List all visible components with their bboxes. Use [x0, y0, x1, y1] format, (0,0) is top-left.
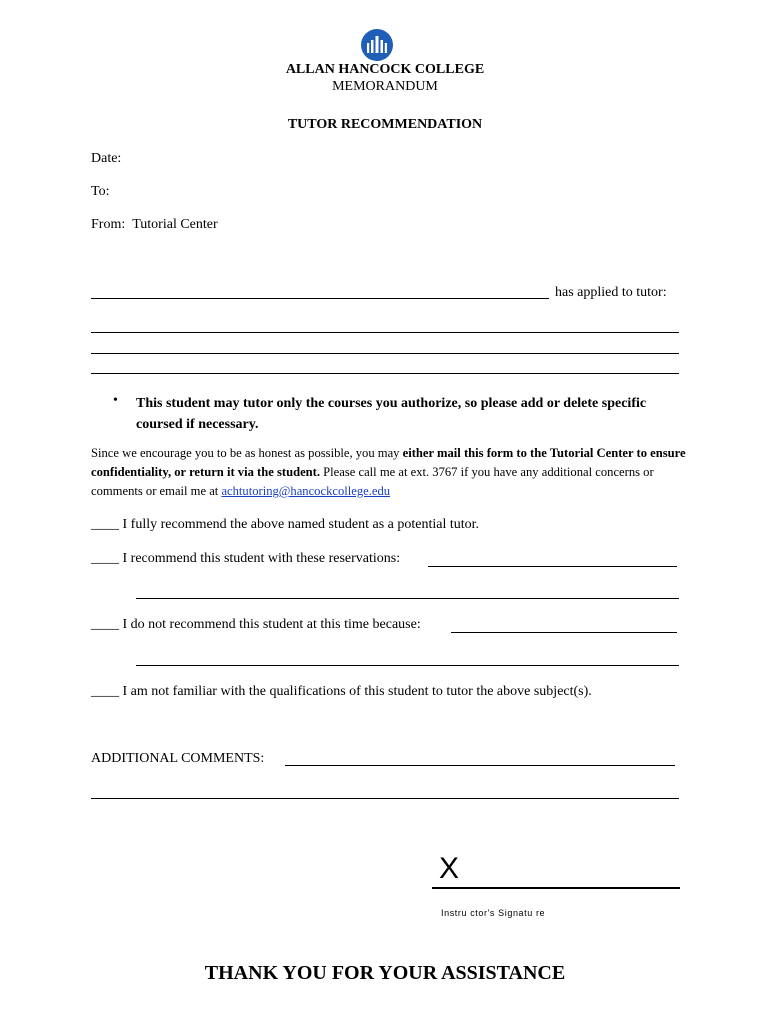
comments-label: ADDITIONAL COMMENTS: — [91, 751, 265, 766]
college-logo-icon — [361, 29, 393, 61]
paragraph-bold-part: either mail this form to the Tutorial Center to ensure confidentiality, or return it via the student. — [91, 446, 686, 479]
instructions-paragraph — [91, 444, 686, 501]
option-recommend-reservations[interactable] — [91, 551, 400, 567]
option-text: I do not recommend this student at this time because: — [122, 617, 421, 632]
option-blank: ____ — [91, 517, 119, 532]
college-name: ALLAN HANCOCK COLLEGE — [285, 62, 485, 77]
option-full-recommend[interactable] — [91, 517, 479, 533]
bullet-icon: • — [113, 393, 118, 408]
bullet-note: This student may tutor only the courses you authorize, so please add or delete specific coursed if necessary. — [136, 396, 647, 432]
option-not-familiar[interactable] — [91, 684, 592, 700]
option-text: I recommend this student with these reservations: — [122, 551, 401, 566]
from-line — [91, 217, 218, 233]
option-blank: ____ — [91, 617, 119, 632]
thank-you-footer: THANK YOU FOR YOUR ASSISTANCE — [204, 962, 566, 984]
paragraph-part-1: Since we encourage you to be as honest as possible, you may — [91, 446, 403, 460]
signature-line[interactable] — [432, 887, 680, 889]
option-blank: ____ — [91, 551, 119, 566]
course-line-2[interactable] — [91, 353, 679, 354]
from-value: Tutorial Center — [132, 217, 218, 232]
from-label: From: — [91, 217, 126, 232]
student-name-blank[interactable] — [91, 298, 549, 299]
document-subject: TUTOR RECOMMENDATION — [287, 117, 483, 132]
option-blank: ____ — [91, 684, 119, 699]
option-text: I fully recommend the above named student as a potential tutor. — [122, 517, 480, 532]
reason-blank-1[interactable] — [451, 632, 677, 633]
reservations-blank-1[interactable] — [428, 566, 677, 567]
course-line-3[interactable] — [91, 373, 679, 374]
applied-label: has applied to tutor: — [555, 285, 667, 300]
signature-label: Instru ctor's Signatu re — [441, 908, 546, 918]
option-text: I am not familiar with the qualifications of this student to tutor the above subject(s). — [122, 684, 592, 699]
reason-blank-2[interactable] — [136, 665, 679, 666]
course-line-1[interactable] — [91, 332, 679, 333]
reservations-blank-2[interactable] — [136, 598, 679, 599]
email-link[interactable]: achtutoring@hancockcollege.edu — [221, 484, 391, 498]
comments-blank-2[interactable] — [91, 798, 679, 799]
memorandum-heading: MEMORANDUM — [332, 79, 438, 94]
comments-blank-1[interactable] — [285, 765, 675, 766]
to-label: To: — [91, 184, 110, 199]
date-label: Date: — [91, 151, 122, 166]
signature-x-mark: X — [439, 852, 460, 885]
option-not-recommend[interactable] — [91, 617, 421, 633]
paragraph-part-3: Please call me at ext. 3767 if you have any additional concerns or comments or email me at — [91, 465, 654, 498]
